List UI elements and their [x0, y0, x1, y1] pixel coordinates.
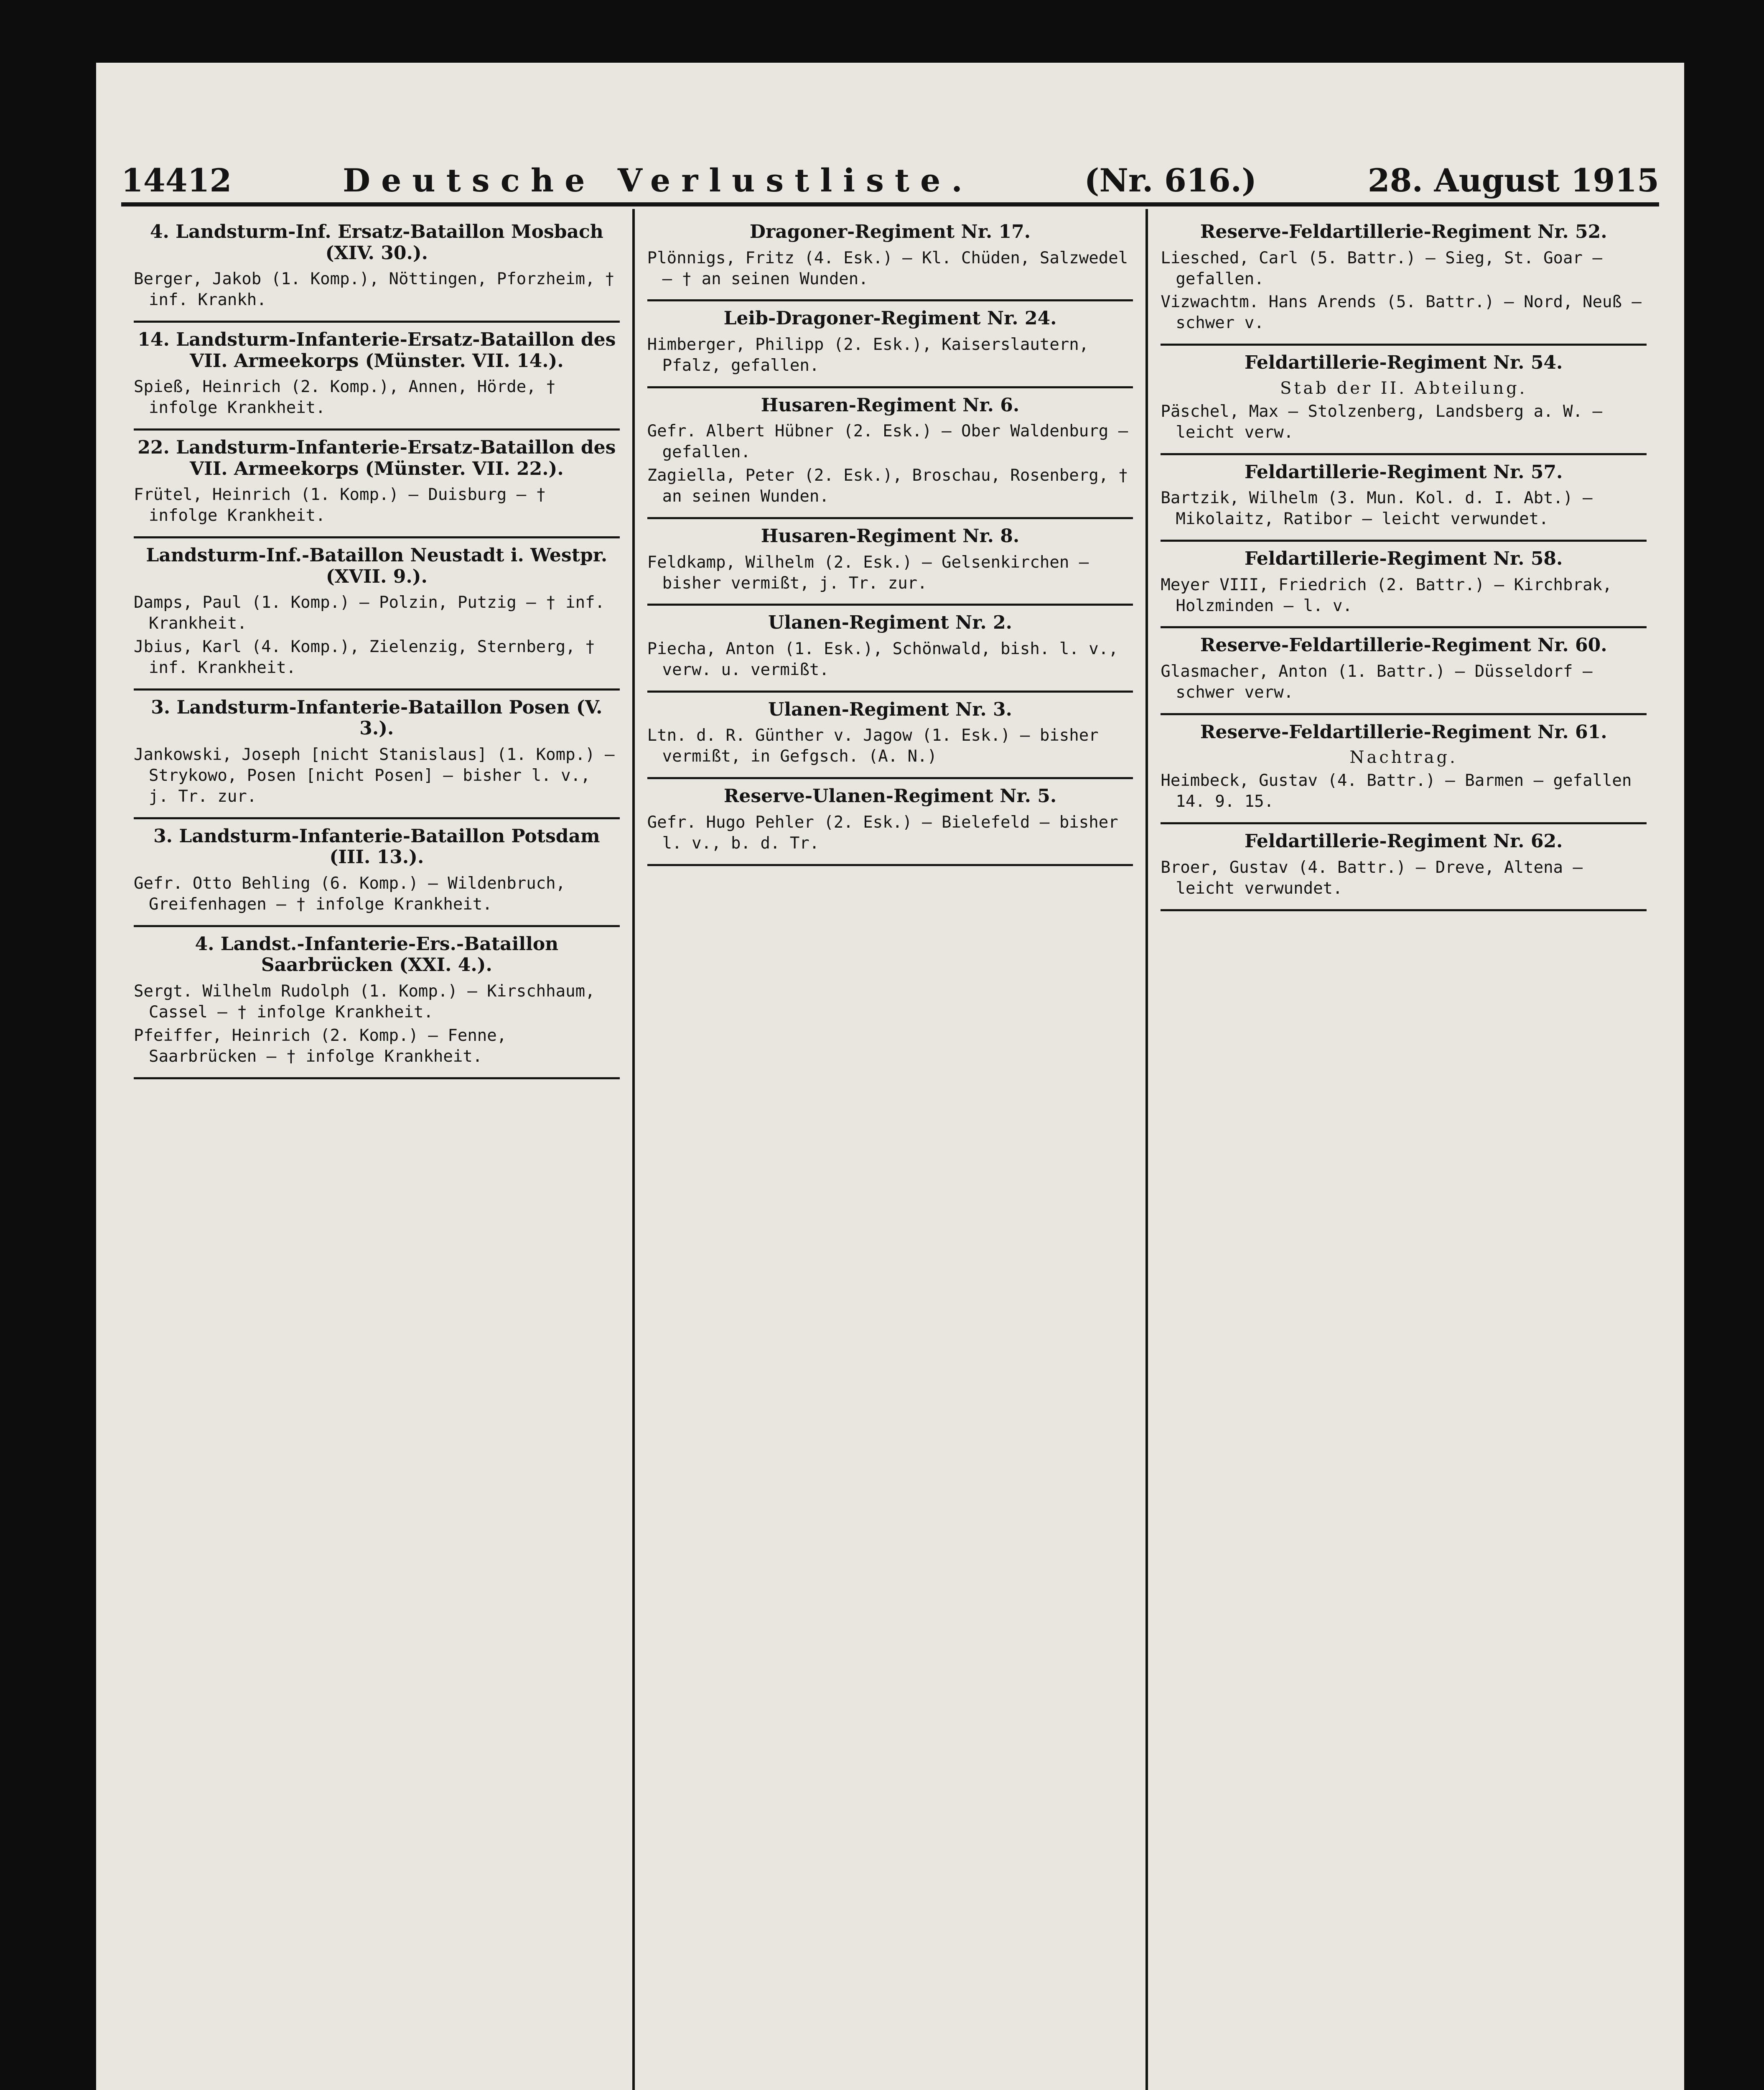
regiment-section: [647, 388, 1133, 519]
regiment-heading: Reserve-Feldartillerie-Regiment Nr. 60.: [1200, 635, 1607, 656]
casualty-entry: Himberger, Philipp (2. Esk.), Kaiserslautern, Pfalz, gefallen.: [647, 335, 1089, 375]
regiment-section: [647, 301, 1133, 388]
regiment-section: [647, 519, 1133, 606]
regiment-section: [134, 819, 620, 927]
regiment-section: [647, 779, 1133, 866]
regiment-section: [647, 693, 1133, 779]
regiment-section: [134, 538, 620, 691]
regiment-heading: Feldartillerie-Regiment Nr. 62.: [1244, 831, 1563, 852]
text-column: [121, 209, 632, 2090]
casualty-entry: Meyer VIII, Friedrich (2. Battr.) — Kirchbrak, Holzminden — l. v.: [1161, 575, 1612, 615]
regiment-heading: Reserve-Feldartillerie-Regiment Nr. 61.: [1200, 721, 1607, 743]
issue-number: (Nr. 616.): [1084, 162, 1257, 199]
casualty-entry: Gefr. Hugo Pehler (2. Esk.) — Bielefeld — bisher l. v., b. d. Tr.: [647, 813, 1118, 853]
casualty-entry: Plönnigs, Fritz (4. Esk.) — Kl. Chüden, Salzwedel — † an seinen Wunden.: [647, 248, 1128, 288]
casualty-entry: Damps, Paul (1. Komp.) — Polzin, Putzig — † inf. Krankheit.: [134, 593, 605, 633]
regiment-heading: Dragoner-Regiment Nr. 17.: [749, 221, 1031, 242]
casualty-entry: Heimbeck, Gustav (4. Battr.) — Barmen — gefallen 14. 9. 15.: [1161, 771, 1632, 811]
regiment-heading: 3. Landsturm-Infanterie-Bataillon Potsdam (III. 13.).: [153, 825, 600, 868]
casualty-entry: Spieß, Heinrich (2. Komp.), Annen, Hörde, † infolge Krankheit.: [134, 377, 556, 418]
casualty-entry: Pfeiffer, Heinrich (2. Komp.) — Fenne, Saarbrücken — † infolge Krankheit.: [134, 1026, 507, 1066]
issue-date: 28. August 1915: [1367, 162, 1659, 199]
regiment-heading: 4. Landsturm-Inf. Ersatz-Bataillon Mosbach (XIV. 30.).: [150, 221, 603, 264]
section-subheading: Stab der II. Abteilung.: [1280, 378, 1527, 398]
casualty-entry: Berger, Jakob (1. Komp.), Nöttingen, Pforzheim, † inf. Krankh.: [134, 270, 615, 310]
regiment-section: [134, 691, 620, 819]
masthead: [121, 146, 1659, 206]
casualty-entry: Jankowski, Joseph [nicht Stanislaus] (1. Komp.) — Strykowo, Posen [nicht Posen] — bisher l. v., j. Tr. zur.: [134, 745, 615, 806]
regiment-section: [647, 606, 1133, 692]
regiment-heading: Landsturm-Inf.-Bataillon Neustadt i. Westpr. (XVII. 9.).: [146, 545, 608, 587]
regiment-section: [134, 323, 620, 431]
regiment-heading: Leib-Dragoner-Regiment Nr. 24.: [723, 308, 1057, 329]
regiment-heading: Feldartillerie-Regiment Nr. 54.: [1244, 352, 1563, 374]
regiment-section: [134, 927, 620, 1079]
casualty-entry: Gefr. Otto Behling (6. Komp.) — Wildenbruch, Greifenhagen — † infolge Krankheit.: [134, 874, 566, 914]
newspaper-page: [96, 63, 1684, 2090]
regiment-heading: Ulanen-Regiment Nr. 3.: [768, 698, 1012, 720]
regiment-section: [134, 215, 620, 323]
regiment-section: [1161, 824, 1647, 911]
column-container: [121, 209, 1659, 2090]
regiment-section: [647, 215, 1133, 301]
casualty-entry: Piecha, Anton (1. Esk.), Schönwald, bish. l. v., verw. u. vermißt.: [647, 640, 1118, 679]
regiment-heading: Reserve-Feldartillerie-Regiment Nr. 52.: [1200, 221, 1607, 242]
casualty-entry: Vizwachtm. Hans Arends (5. Battr.) — Nord, Neuß — schwer v.: [1161, 293, 1642, 333]
regiment-heading: Reserve-Ulanen-Regiment Nr. 5.: [723, 785, 1057, 807]
casualty-entry: Liesched, Carl (5. Battr.) — Sieg, St. Goar — gefallen.: [1161, 248, 1602, 288]
regiment-heading: Husaren-Regiment Nr. 6.: [761, 394, 1020, 416]
regiment-heading: 22. Landsturm-Infanterie-Ersatz-Bataillon des VII. Armeekorps (Münster. VII. 22.).: [137, 437, 616, 479]
casualty-entry: Zagiella, Peter (2. Esk.), Broschau, Rosenberg, † an seinen Wunden.: [647, 466, 1128, 506]
regiment-heading: 3. Landsturm-Infanterie-Bataillon Posen (V. 3.).: [151, 696, 603, 739]
casualty-entry: Gefr. Albert Hübner (2. Esk.) — Ober Waldenburg — gefallen.: [647, 422, 1128, 462]
casualty-entry: Päschel, Max — Stolzenberg, Landsberg a. W. — leicht verw.: [1161, 402, 1602, 442]
regiment-heading: 14. Landsturm-Infanterie-Ersatz-Bataillon des VII. Armeekorps (Münster. VII. 14.).: [137, 329, 616, 372]
regiment-heading: Husaren-Regiment Nr. 8.: [761, 525, 1020, 547]
regiment-section: [1161, 346, 1647, 455]
section-subheading: Nachtrag.: [1349, 748, 1458, 767]
regiment-section: [134, 431, 620, 538]
regiment-section: [1161, 542, 1647, 628]
casualty-entry: Jbius, Karl (4. Komp.), Zielenzig, Sternberg, † inf. Krankheit.: [134, 637, 595, 677]
casualty-entry: Sergt. Wilhelm Rudolph (1. Komp.) — Kirschhaum, Cassel — † infolge Krankheit.: [134, 981, 595, 1022]
regiment-heading: 4. Landst.-Infanterie-Ers.-Bataillon Saarbrücken (XXI. 4.).: [195, 933, 559, 976]
regiment-heading: Feldartillerie-Regiment Nr. 57.: [1244, 461, 1563, 483]
regiment-section: [1161, 215, 1647, 346]
text-column: [632, 209, 1146, 2090]
text-column: [1145, 209, 1659, 2090]
masthead-title: Deutsche Verlustliste.: [343, 162, 973, 199]
regiment-heading: Feldartillerie-Regiment Nr. 58.: [1244, 548, 1563, 570]
casualty-entry: Frütel, Heinrich (1. Komp.) — Duisburg — † infolge Krankheit.: [134, 485, 546, 525]
casualty-entry: Feldkamp, Wilhelm (2. Esk.) — Gelsenkirchen — bisher vermißt, j. Tr. zur.: [647, 553, 1089, 593]
casualty-entry: Ltn. d. R. Günther v. Jagow (1. Esk.) — bisher vermißt, in Gefgsch. (A. N.): [647, 726, 1099, 766]
casualty-entry: Bartzik, Wilhelm (3. Mun. Kol. d. I. Abt.) — Mikolaitz, Ratibor — leicht verwundet.: [1161, 489, 1593, 529]
regiment-section: [1161, 715, 1647, 824]
page-number: 14412: [121, 162, 232, 199]
casualty-entry: Glasmacher, Anton (1. Battr.) — Düsseldorf — schwer verw.: [1161, 662, 1593, 702]
casualty-entry: Broer, Gustav (4. Battr.) — Dreve, Altena — leicht verwundet.: [1161, 858, 1583, 898]
regiment-heading: Ulanen-Regiment Nr. 2.: [768, 612, 1012, 634]
regiment-section: [1161, 628, 1647, 715]
regiment-section: [1161, 455, 1647, 542]
